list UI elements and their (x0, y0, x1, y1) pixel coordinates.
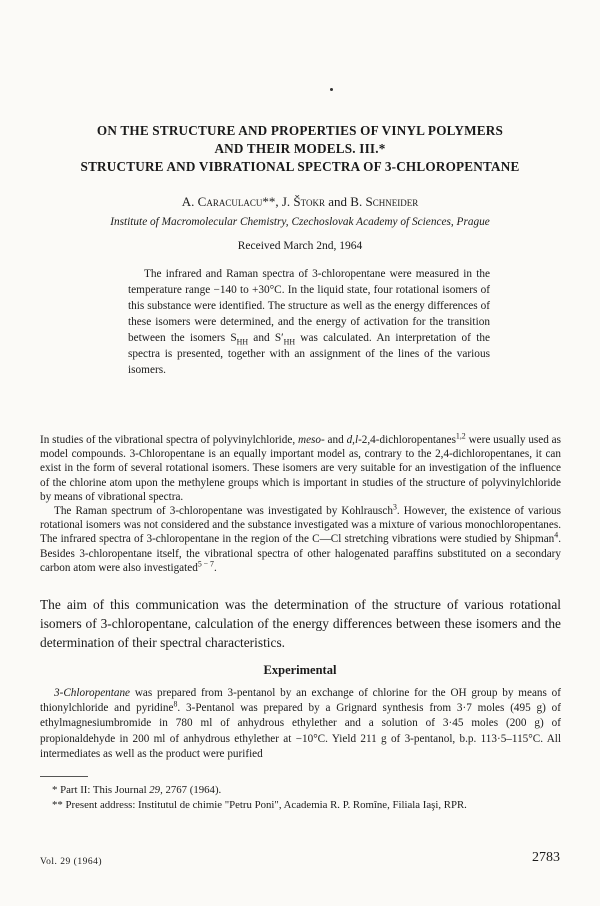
intro-text: and (324, 434, 347, 446)
introduction (40, 433, 561, 575)
intro-italic: meso- (297, 434, 325, 446)
footnote-1 (40, 783, 561, 798)
citation-ref: 8 (173, 699, 178, 709)
footnote-volume: 29, (149, 784, 163, 796)
intro-paragraph-2 (40, 504, 561, 575)
page-number: 2783 (532, 850, 560, 865)
intro-paragraph-1 (40, 433, 561, 504)
author-3: B. Schneider (350, 194, 419, 209)
abstract-text: and S′ (248, 332, 284, 344)
intro-text: -2,4-dichloropentanes (358, 434, 456, 446)
title-line-3: STRUCTURE AND VIBRATIONAL SPECTRA OF 3-CHLOROPENTANE (80, 159, 520, 174)
abstract-subscript: HH (236, 337, 249, 347)
intro-text: The Raman spectrum of 3-chloropentane was investigated by Kohlrausch (54, 505, 393, 518)
footnote-rule (40, 776, 88, 777)
ink-speck (330, 88, 333, 91)
aim-paragraph: The aim of this communication was the determination of the structure of various rotational isomers of 3-chloropentane, calculation of the energy differences between these isomers and the determination of their spectral characteristics. (40, 597, 561, 650)
footnote-text: * Part II: This Journal (52, 784, 150, 796)
abstract (128, 266, 490, 378)
intro-text: were usually used as model compounds. 3-Chloropentane is an equally important model as, contrary to the 2,4-dichloropentanes, it can exist in the form of several rotational isomers. These isomers are very suitable for an investigation of the influence of the chlorine atom upon the methylene groups which is important in studies of the structure of polyvinylchloride by means of vibrational spectra. (40, 434, 561, 503)
experimental-text: . 3-Pentanol was prepared by a Grignard synthesis from 3·7 moles (495 g) of ethylmagnesiumbromide in 780 ml of anhydrous ethylether and a solution of 3·45 moles (200 g) of propionaldehyde in 200 ml of anhydrous ethylether at −10°C. Yield 211 g of 3-pentanol, b.p. 113·5–115°C. All intermediates as well as the product were purified (40, 702, 561, 760)
citation-ref: 3 (392, 502, 397, 512)
intro-text: In studies of the vibrational spectra of polyvinylchloride, (40, 434, 298, 446)
intro-text: . However, the existence of various rotational isomers was not considered and the substance investigated was a mixture of various monochloropentanes. The infrared spectra of 3-chloropentane in the region of the C—Cl stretching vibrations were studied by Shipman (40, 505, 561, 546)
institute-affiliation: Institute of Macromolecular Chemistry, Czechoslovak Academy of Sciences, Prague (110, 216, 490, 228)
author-1: A. Caraculacu** (181, 194, 276, 209)
intro-text: . Besides 3-chloropentane itself, the vibrational spectra of other halogenated paraffins substituted on a secondary carbon atom were also investigated (40, 533, 561, 574)
author-separator: and (325, 194, 351, 209)
intro-text: . (213, 561, 217, 574)
compound-name: 3-Chloropentane (54, 687, 131, 699)
citation-ref: 5 − 7 (197, 559, 214, 569)
footnote-text: 2767 (1964). (162, 784, 222, 796)
footnotes (40, 783, 561, 812)
citation-ref: 4 (554, 530, 559, 540)
abstract-text: was calculated. An interpretation of the spectra is presented, together with an assignment of the lines of the various isomers. (128, 332, 490, 376)
footnote-2: ** Present address: Institutul de chimie "Petru Poni", Academia R. P. Romîne, Filiala Iaşi, RPR. (52, 798, 467, 811)
volume-label: Vol. 29 (1964) (40, 857, 102, 867)
experimental-paragraph (40, 686, 561, 762)
abstract-subscript: HH (283, 337, 296, 347)
section-heading-experimental: Experimental (263, 663, 337, 677)
title-line-1: ON THE STRUCTURE AND PROPERTIES OF VINYL POLYMERS (96, 123, 504, 138)
experimental-text: was prepared from 3-pentanol by an exchange of chlorine for the OH group by means of thionylchloride and pyridine (40, 687, 561, 715)
paper-title (60, 122, 540, 176)
author-2: J. Štokr (281, 194, 326, 209)
abstract-text: The infrared and Raman spectra of 3-chloropentane were measured in the temperature range −140 to +30°C. In the liquid state, four rotational isomers of this substance were identified. The structure as well as the energy differences of these isomers were determined, and the energy of activation for the transition between the isomers S (128, 268, 490, 344)
author-separator: , (275, 194, 282, 209)
intro-italic: d,l (346, 434, 359, 446)
citation-ref: 1,2 (455, 431, 466, 441)
author-list (60, 194, 540, 210)
title-line-2: AND THEIR MODELS. III.* (214, 141, 386, 156)
received-date: Received March 2nd, 1964 (237, 240, 363, 252)
